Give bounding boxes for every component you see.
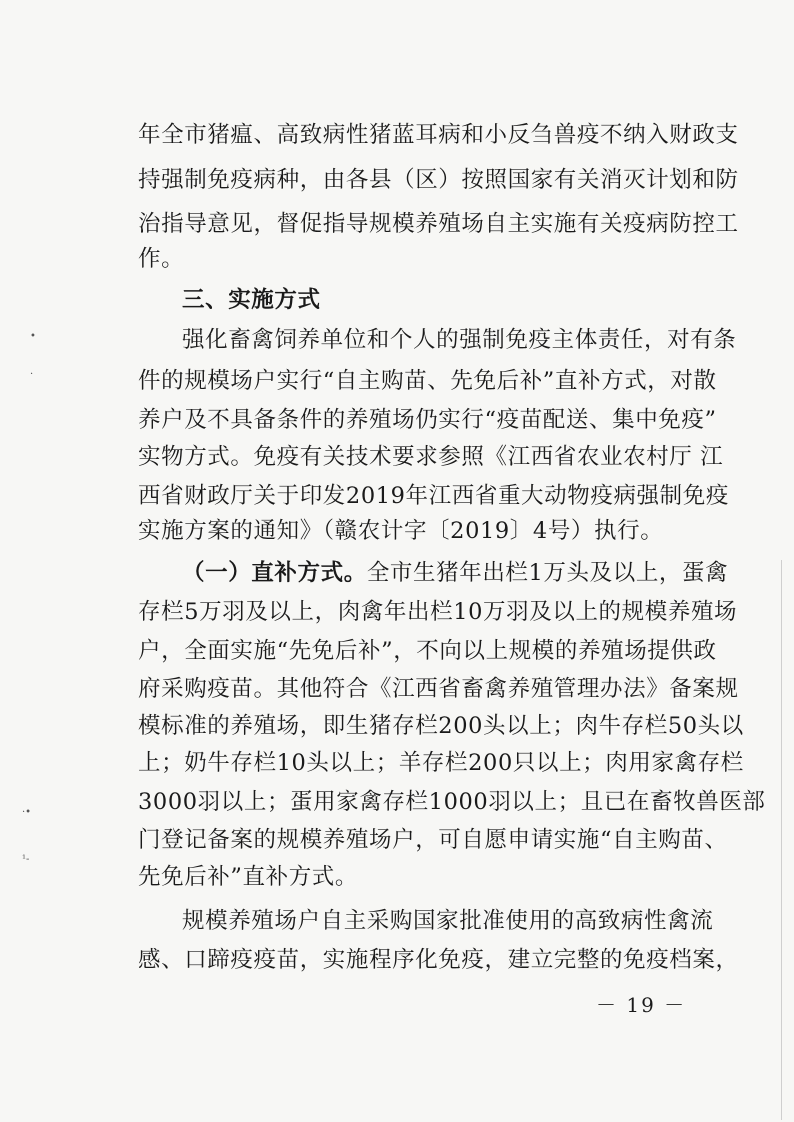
text-line: 先免后补”直补方式。 [138,864,359,890]
text-line: 持强制免疫病种，由各县（区）按照国家有关消灭计划和防 [138,167,739,193]
subheading: （一）直补方式。 [182,560,367,586]
scan-speck: • [30,331,36,342]
text-line: 作。 [138,246,185,272]
text-line: 实施方案的通知》（赣农计字〔2019〕4号）执行。 [138,518,664,544]
text-line: 户，全面实施“先免后补”，不向以上规模的养殖场提供政 [138,638,717,664]
scan-speck: ¹- [22,854,30,865]
text-line: 强化畜禽饲养单位和个人的强制免疫主体责任，对有条 [182,327,737,353]
text-line: 年全市猪瘟、高致病性猪蓝耳病和小反刍兽疫不纳入财政支 [138,122,739,148]
text-line: 模标准的养殖场，即生猪存栏200头以上；肉牛存栏50头以 [138,713,744,739]
text-line: 感、口蹄疫疫苗，实施程序化免疫，建立完整的免疫档案， [138,947,739,973]
scan-speck: · [30,369,34,380]
text-line: 件的规模场户实行“自主购苗、先免后补”直补方式，对散 [138,368,717,394]
paragraph-lead [182,558,728,588]
text-line: 上；奶牛存栏10头以上；羊存栏200只以上；肉用家禽存栏 [138,750,744,776]
text-line: 养户及不具备条件的养殖场仍实行“疫苗配送、集中免疫” [138,407,717,433]
scan-edge-line [781,560,782,1120]
text-line: 实物方式。免疫有关技术要求参照《江西省农业农村厅 江 [138,444,724,470]
page-number: － 19 － [596,993,687,1017]
section-heading: 三、实施方式 [182,287,321,313]
text-line: 存栏5万羽及以上，肉禽年出栏10万羽及以上的规模养殖场 [138,599,738,625]
text-line: 治指导意见，督促指导规模养殖场自主实施有关疫病防控工 [138,211,739,237]
text-line: 规模养殖场户自主采购国家批准使用的高致病性禽流 [182,908,714,934]
text-line: 3000羽以上；蛋用家禽存栏1000羽以上；且已在畜牧兽医部 [138,789,766,815]
text-line: 府采购疫苗。其他符合《江西省畜禽养殖管理办法》备案规 [138,676,739,702]
scan-speck: ·• [22,807,32,818]
text-line: 西省财政厅关于印发2019年江西省重大动物疫病强制免疫 [138,483,729,509]
text-run: 全市生猪年出栏1万头及以上，蛋禽 [366,560,729,586]
text-line: 门登记备案的规模养殖场户，可自愿申请实施“自主购苗、 [138,827,728,853]
